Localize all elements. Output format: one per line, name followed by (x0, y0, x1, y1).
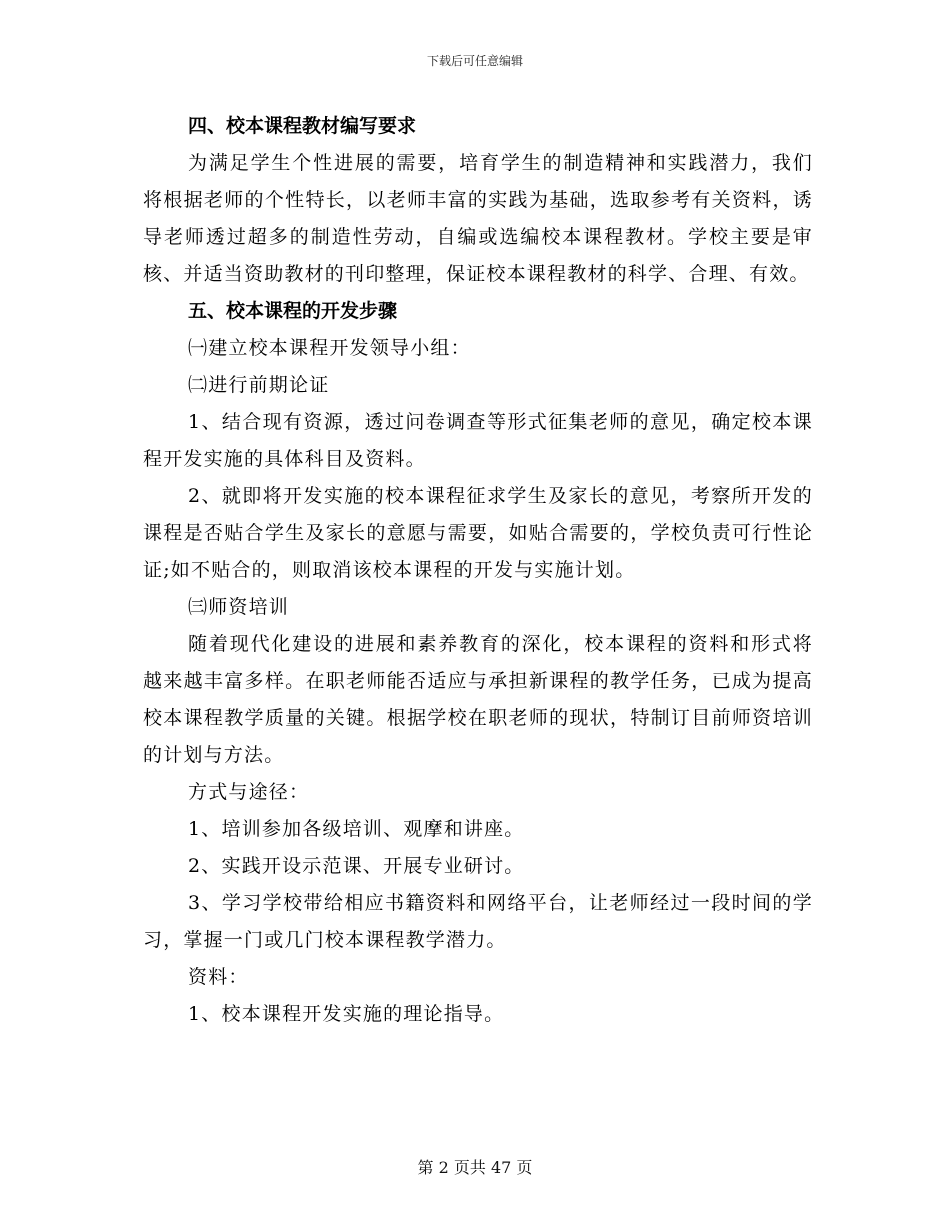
way-3: 3、学习学校带给相应书籍资料和网络平台，让老师经过一段时间的学习，掌握一门或几门校本课程教学潜力。 (143, 892, 813, 951)
way-2: 2、实践开设示范课、开展专业研讨。 (188, 855, 525, 877)
step-2-paragraph-1: 1、结合现有资源，透过问卷调查等形式征集老师的意见，确定校本课程开发实施的具体科目及资料。 (143, 411, 813, 470)
step-1-label: ㈠建立校本课程开发领导小组： (188, 337, 471, 359)
step-3-paragraph: 随着现代化建设的进展和素养教育的深化，校本课程的资料和形式将越来越丰富多样。在职老师能否适应与承担新课程的教学任务，已成为提高校本课程教学质量的关键。根据学校在职老师的现状，特制订目前师资培训的计划与方法。 (143, 633, 813, 766)
material-label: 资料： (188, 966, 249, 988)
step-2-paragraph-2: 2、就即将开发实施的校本课程征求学生及家长的意见，考察所开发的课程是否贴合学生及家长的意愿与需要，如贴合需要的，学校负责可行性论证;如不贴合的，则取消该校本课程的开发与实施计划。 (143, 485, 813, 581)
material-1: 1、校本课程开发实施的理论指导。 (188, 1003, 505, 1025)
section-4-heading: 四、校本课程教材编写要求 (188, 115, 417, 137)
page-footer: 第 2 页共 47 页 (417, 1158, 533, 1177)
document-body (143, 108, 813, 1033)
way-1: 1、培训参加各级培训、观摩和讲座。 (188, 818, 525, 840)
section-5-heading: 五、校本课程的开发步骤 (188, 300, 398, 322)
header-note: 下载后可任意编辑 (426, 54, 523, 68)
section-4-paragraph: 为满足学生个性进展的需要，培育学生的制造精神和实践潜力，我们将根据老师的个性特长，以老师丰富的实践为基础，选取参考有关资料，诱导老师透过超多的制造性劳动，自编或选编校本课程教材。学校主要是审核、并适当资助教材的刊印整理，保证校本课程教材的科学、合理、有效。 (143, 152, 813, 285)
step-2-label: ㈡进行前期论证 (188, 374, 330, 396)
step-3-label: ㈢师资培训 (188, 596, 290, 618)
ways-label: 方式与途径： (188, 781, 310, 803)
